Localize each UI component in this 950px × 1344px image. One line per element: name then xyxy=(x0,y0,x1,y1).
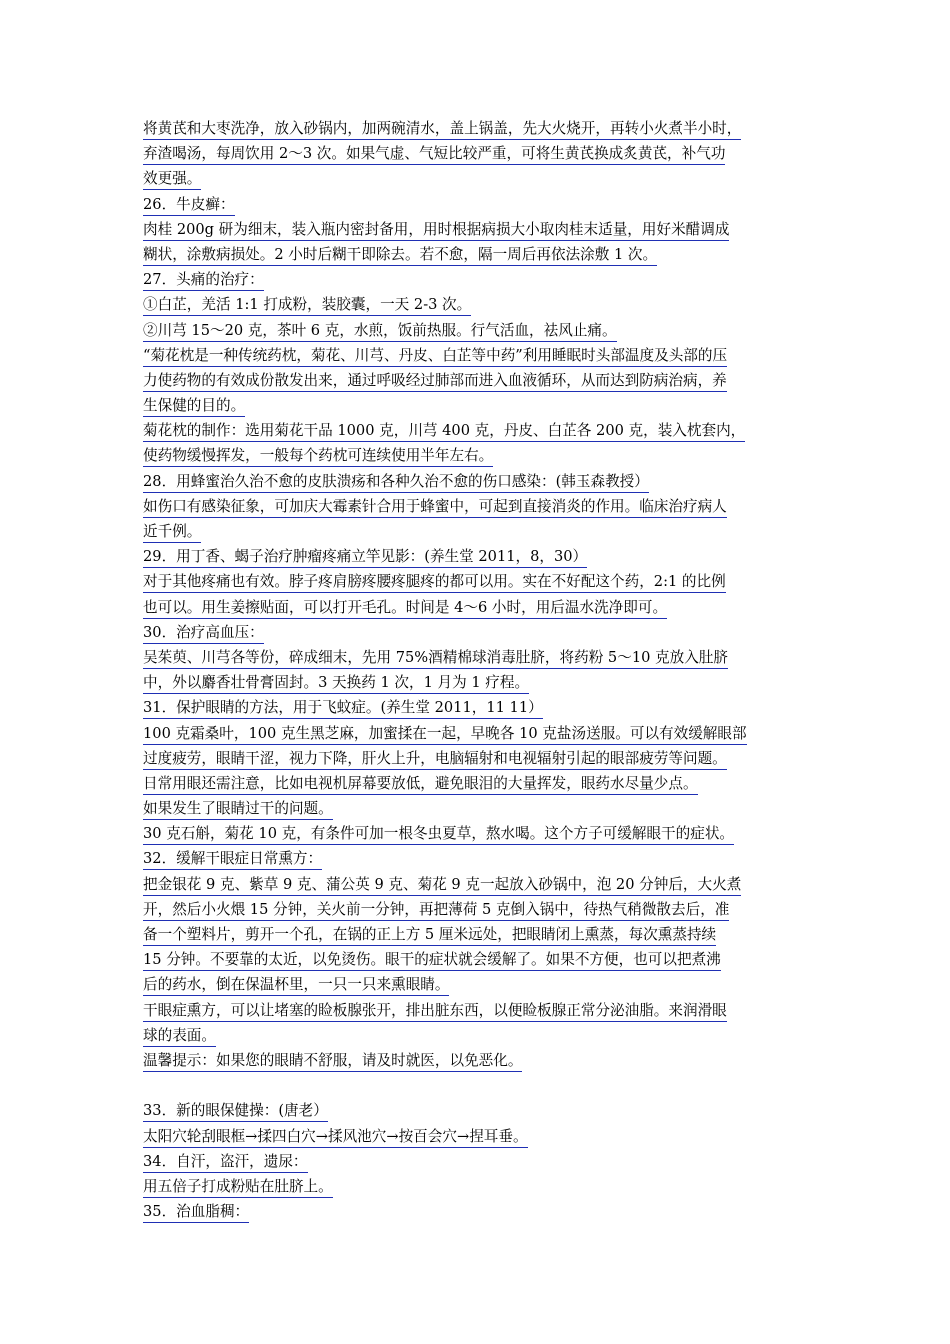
hyperlink-text[interactable]: 31．保护眼睛的方法，用于飞蚊症。(养生堂 2011，11 11） xyxy=(143,698,543,719)
text-line xyxy=(143,519,811,544)
hyperlink-text[interactable]: “菊花枕是一种传统药枕，菊花、川芎、丹皮、白芷等中药”利用睡眠时头部温度及头部的压 xyxy=(143,346,727,367)
text-line xyxy=(143,192,811,217)
hyperlink-text[interactable]: 温馨提示：如果您的眼睛不舒服，请及时就医，以免恶化。 xyxy=(143,1051,522,1072)
hyperlink-text[interactable]: 过度疲劳，眼睛干涩，视力下降，肝火上升，电脑辐射和电视辐射引起的眼部疲劳等问题。 xyxy=(143,749,727,770)
text-line xyxy=(143,670,811,695)
hyperlink-text[interactable]: 球的表面。 xyxy=(143,1026,216,1047)
hyperlink-text[interactable]: 使药物缓慢挥发，一般每个药枕可连续使用半年左右。 xyxy=(143,446,493,467)
hyperlink-text[interactable]: ②川芎 15～20 克，茶叶 6 克，水煎，饭前热服。行气活血，祛风止痛。 xyxy=(143,321,617,342)
text-line xyxy=(143,343,811,368)
hyperlink-text[interactable]: ①白芷，羌活 1:1 打成粉，装胶囊，一天 2-3 次。 xyxy=(143,295,471,316)
hyperlink-text[interactable]: 29．用丁香、蝎子治疗肿瘤疼痛立竿见影：(养生堂 2011，8，30） xyxy=(143,547,587,568)
hyperlink-text[interactable]: 吴茱萸、川芎各等份，碎成细末，先用 75%酒精棉球消毒肚脐，将药粉 5～10 克放入肚脐 xyxy=(143,648,728,669)
text-line xyxy=(143,771,811,796)
text-line xyxy=(143,972,811,997)
text-line xyxy=(143,1098,811,1123)
hyperlink-text[interactable]: 糊状，涂敷病损处。2 小时后糊干即除去。若不愈，隔一周后再依法涂敷 1 次。 xyxy=(143,245,657,266)
hyperlink-text[interactable]: 26．牛皮癣： xyxy=(143,195,235,216)
text-line xyxy=(143,695,811,720)
text-line xyxy=(143,821,811,846)
hyperlink-text[interactable]: 把金银花 9 克、紫草 9 克、蒲公英 9 克、菊花 9 克一起放入砂锅中，泡 20 分钟后，大火煮 xyxy=(143,875,741,896)
hyperlink-text[interactable]: 15 分钟。不要靠的太近，以免烫伤。眼干的症状就会缓解了。如果不方便，也可以把煮沸 xyxy=(143,950,721,971)
text-line xyxy=(143,544,811,569)
text-line xyxy=(143,494,811,519)
text-line xyxy=(143,846,811,871)
hyperlink-text[interactable]: 30 克石斛，菊花 10 克，有条件可加一根冬虫夏草，熬水喝。这个方子可缓解眼干的症状。 xyxy=(143,824,734,845)
hyperlink-text[interactable]: 100 克霜桑叶，100 克生黑芝麻，加蜜揉在一起，早晚各 10 克盐汤送服。可以有效缓解眼部 xyxy=(143,724,747,745)
text-line xyxy=(143,897,811,922)
hyperlink-text[interactable]: 34．自汗，盗汗，遗尿： xyxy=(143,1152,308,1173)
text-line xyxy=(143,443,811,468)
text-line xyxy=(143,922,811,947)
text-line xyxy=(143,796,811,821)
text-line xyxy=(143,318,811,343)
hyperlink-text[interactable]: 35．治血脂稠： xyxy=(143,1202,249,1223)
text-line xyxy=(143,998,811,1023)
hyperlink-text[interactable]: 弃渣喝汤，每周饮用 2～3 次。如果气虚、气短比较严重，可将生黄芪换成炙黄芪，补气功 xyxy=(143,144,725,165)
hyperlink-text[interactable]: 27．头痛的治疗： xyxy=(143,270,264,291)
hyperlink-text[interactable]: 开，然后小火煨 15 分钟，关火前一分钟，再把薄荷 5 克倒入锅中，待热气稍微散去后，准 xyxy=(143,900,729,921)
hyperlink-text[interactable]: 太阳穴轮刮眼框→揉四白穴→揉风池穴→按百会穴→捏耳垂。 xyxy=(143,1127,528,1148)
text-line xyxy=(143,620,811,645)
text-line xyxy=(143,418,811,443)
text-line xyxy=(143,746,811,771)
text-line xyxy=(143,595,811,620)
hyperlink-text[interactable]: 33．新的眼保健操：(唐老） xyxy=(143,1101,328,1122)
text-line xyxy=(143,1149,811,1174)
hyperlink-text[interactable]: 对于其他疼痛也有效。脖子疼肩膀疼腰疼腿疼的都可以用。实在不好配这个药，2:1 的比例 xyxy=(143,572,726,593)
hyperlink-text[interactable]: 干眼症熏方，可以让堵塞的睑板腺张开，排出脏东西，以便睑板腺正常分泌油脂。来润滑眼 xyxy=(143,1001,727,1022)
text-line xyxy=(143,947,811,972)
text-line xyxy=(143,1023,811,1048)
hyperlink-text[interactable]: 力使药物的有效成份散发出来，通过呼吸经过肺部而进入血液循环，从而达到防病治病，养 xyxy=(143,371,727,392)
hyperlink-text[interactable]: 将黄芪和大枣洗净，放入砂锅内，加两碗清水，盖上锅盖，先大火烧开，再转小火煮半小时， xyxy=(143,119,741,140)
text-line xyxy=(143,368,811,393)
text-line xyxy=(143,242,811,267)
text-line xyxy=(143,1199,811,1224)
text-line xyxy=(143,872,811,897)
hyperlink-text[interactable]: 效更强。 xyxy=(143,169,201,190)
text-line xyxy=(143,645,811,670)
blank-line xyxy=(143,1073,811,1098)
text-line xyxy=(143,217,811,242)
hyperlink-text[interactable]: 后的药水，倒在保温杯里，一只一只来熏眼睛。 xyxy=(143,975,449,996)
text-line xyxy=(143,1174,811,1199)
hyperlink-text[interactable]: 用五倍子打成粉贴在肚脐上。 xyxy=(143,1177,333,1198)
text-line xyxy=(143,267,811,292)
text-line xyxy=(143,116,811,141)
hyperlink-text[interactable]: 菊花枕的制作：选用菊花干品 1000 克，川芎 400 克，丹皮、白芷各 200 克，装入枕套内， xyxy=(143,421,745,442)
hyperlink-text[interactable]: 也可以。用生姜擦贴面，可以打开毛孔。时间是 4～6 小时，用后温水洗净即可。 xyxy=(143,598,667,619)
text-line xyxy=(143,166,811,191)
hyperlink-text[interactable]: 如伤口有感染征象，可加庆大霉素针合用于蜂蜜中，可起到直接消炎的作用。临床治疗病人 xyxy=(143,497,727,518)
text-line xyxy=(143,721,811,746)
hyperlink-text[interactable]: 30．治疗高血压： xyxy=(143,623,264,644)
text-line xyxy=(143,292,811,317)
text-line xyxy=(143,393,811,418)
hyperlink-text[interactable]: 日常用眼还需注意，比如电视机屏幕要放低，避免眼泪的大量挥发，眼药水尽量少点。 xyxy=(143,774,698,795)
text-line xyxy=(143,1124,811,1149)
hyperlink-text[interactable]: 32．缓解干眼症日常熏方： xyxy=(143,849,322,870)
hyperlink-text[interactable]: 生保健的目的。 xyxy=(143,396,245,417)
hyperlink-text[interactable]: 28．用蜂蜜治久治不愈的皮肤溃疡和各种久治不愈的伤口感染：(韩玉森教授） xyxy=(143,472,649,493)
hyperlink-text[interactable]: 中，外以麝香壮骨膏固封。3 天换药 1 次，1 月为 1 疗程。 xyxy=(143,673,529,694)
hyperlink-text[interactable]: 备一个塑料片，剪开一个孔，在锅的正上方 5 厘米远处，把眼睛闭上熏蒸，每次熏蒸持续 xyxy=(143,925,716,946)
text-line xyxy=(143,469,811,494)
text-line xyxy=(143,141,811,166)
hyperlink-text[interactable]: 如果发生了眼睛过干的问题。 xyxy=(143,799,333,820)
document-body xyxy=(143,116,811,1224)
text-line xyxy=(143,1048,811,1073)
hyperlink-text[interactable]: 近千例。 xyxy=(143,522,201,543)
hyperlink-text[interactable]: 肉桂 200g 研为细末，装入瓶内密封备用，用时根据病损大小取肉桂末适量，用好米醋调成 xyxy=(143,220,729,241)
text-line xyxy=(143,569,811,594)
